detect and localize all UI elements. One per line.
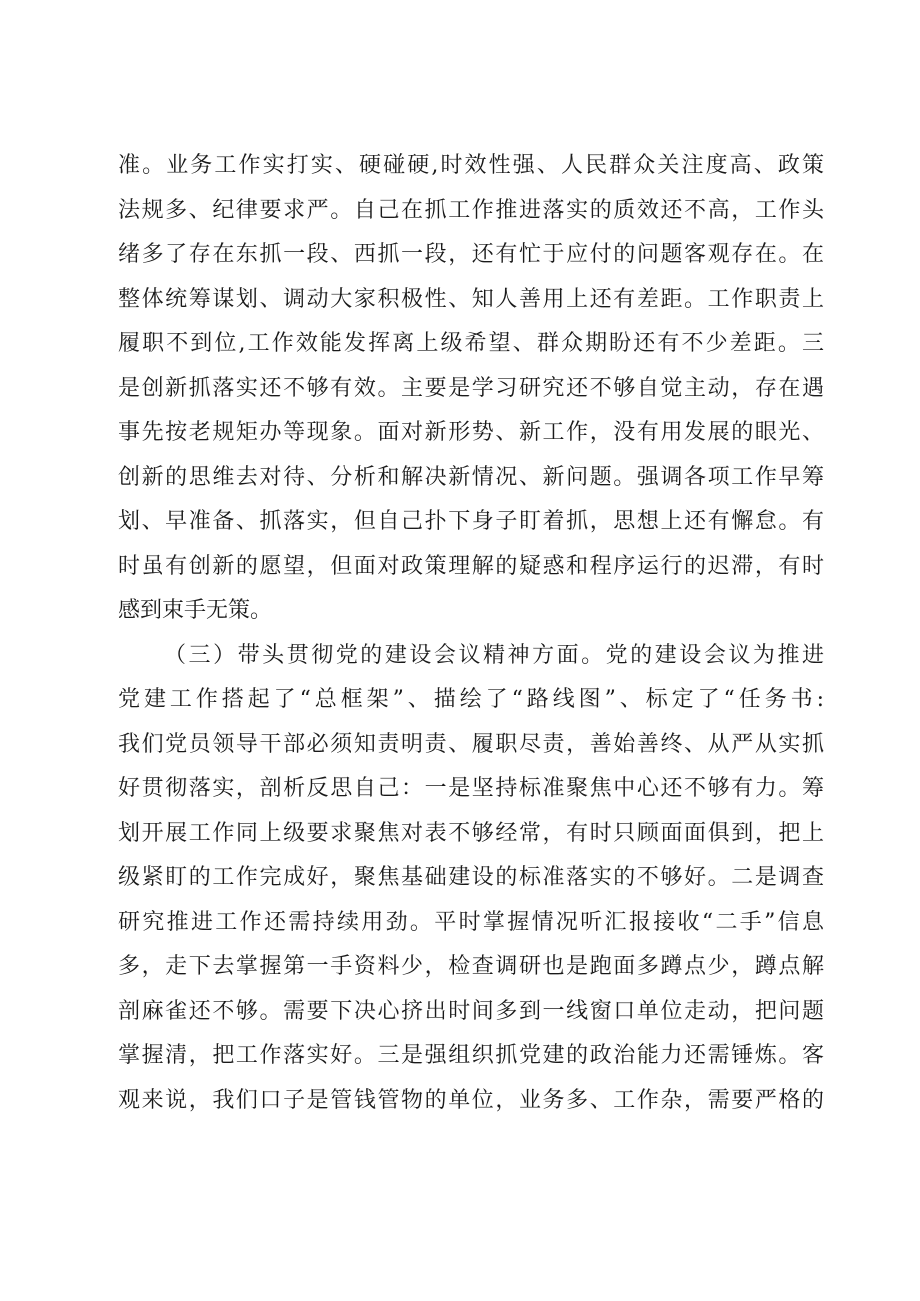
paragraph-end-line: 感到束手无策。: [118, 598, 273, 623]
text-line: 级紧盯的工作完成好，聚焦基础建设的标准落实的不够好。二是调查: [118, 865, 824, 890]
text-line: 时虽有创新的愿望，但面对政策理解的疑惑和程序运行的迟滞，有时: [118, 553, 824, 579]
text-line: 创新的思维去对待、分析和解决新情况、新问题。强调各项工作早筹: [118, 464, 824, 490]
text-line: 观来说，我们口子是管钱管物的单位，业务多、工作杂，需要严格的: [118, 1087, 824, 1113]
text-line: 事先按老规矩办等现象。面对新形势、新工作，没有用发展的眼光、: [118, 420, 824, 445]
text-line: 整体统筹谋划、调动大家积极性、知人善用上还有差距。工作职责上: [118, 286, 824, 312]
text-line: 研究推进工作还需持续用劲。平时掌握情况听汇报接收“二手”信息: [118, 909, 824, 935]
text-line: 准。业务工作实打实、硬碰硬,时效性强、人民群众关注度高、政策: [118, 153, 824, 178]
text-line: 履职不到位,工作效能发挥离上级希望、群众期盼还有不少差距。三: [118, 331, 824, 356]
text-line: 剖麻雀还不够。需要下决心挤出时间多到一线窗口单位走动，把问题: [118, 998, 824, 1024]
text-line: 多，走下去掌握第一手资料少，检查调研也是跑面多蹲点少，蹲点解: [118, 954, 824, 979]
text-line: 掌握清，把工作落实好。三是强组织抓党建的政治能力还需锤炼。客: [118, 1043, 824, 1068]
section-heading-line: （三）带头贯彻党的建设会议精神方面。党的建设会议为推进: [164, 642, 824, 668]
text-line: 划、早准备、抓落实，但自己扑下身子盯着抓，思想上还有懈怠。有: [118, 509, 824, 534]
text-line: 法规多、纪律要求严。自己在抓工作推进落实的质效还不高，工作头: [118, 197, 824, 223]
text-line: 好贯彻落实，剖析反思自己：一是坚持标准聚焦中心还不够有力。筹: [118, 776, 824, 801]
text-line: 我们党员领导干部必须知责明责、履职尽责，善始善终、从严从实抓: [118, 731, 824, 757]
text-line: 党建工作搭起了“总框架”、描绘了“路线图”、标定了“任务书:: [118, 687, 824, 712]
text-line: 是创新抓落实还不够有效。主要是学习研究还不够自觉主动，存在遇: [118, 375, 824, 401]
text-line: 绪多了存在东抓一段、西抓一段，还有忙于应付的问题客观存在。在: [118, 242, 824, 267]
body-text: [118, 144, 824, 1123]
text-line: 划开展工作同上级要求聚焦对表不够经常，有时只顾面面俱到，把上: [118, 820, 824, 846]
